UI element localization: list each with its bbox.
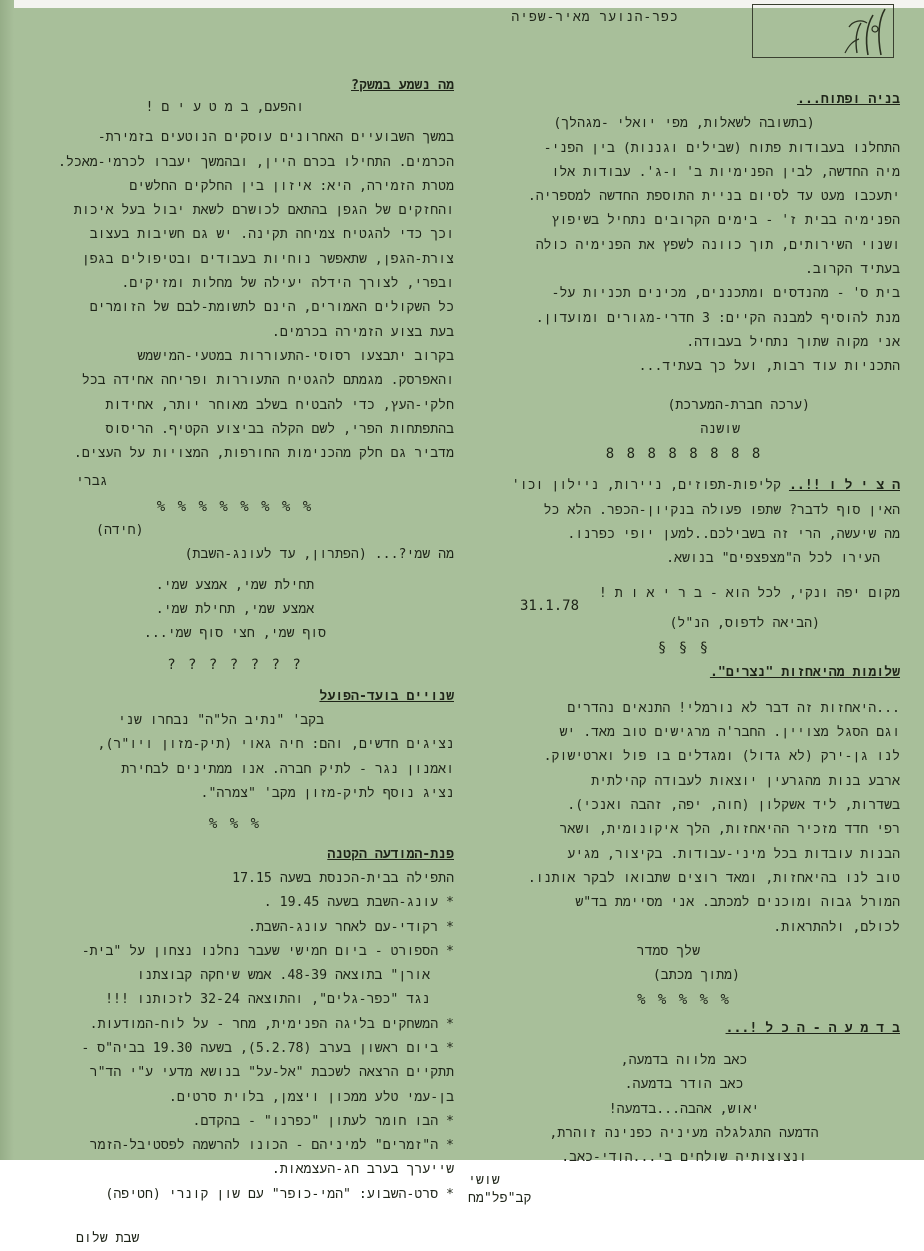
poem-line: כאב הודר בדמעה. xyxy=(624,1077,744,1093)
poem-line: ונצוצותיה שולחים בי...הודי-כאב. xyxy=(561,1150,807,1166)
text-line: בית ס' - מהנדסים ומתכננים, מכינים תכניות על- xyxy=(551,286,900,302)
notice-line: * הספורט - ביום חמישי שעבר נחלנו נצחון על "בית- xyxy=(81,943,454,959)
text-line: כל השקולים האמורים, הינם לתשומת-לבם של הזומרים xyxy=(89,300,454,316)
date: 31.1.78 xyxy=(520,598,580,614)
closing: שבת שלום xyxy=(76,1231,140,1247)
signature-class: קב"פל"מח xyxy=(468,1191,532,1207)
text-line: וכך כדי להגטיח צמיחה תקינה. יש גם חשיבות בעצוב xyxy=(89,227,454,243)
text-line: הכרמים. התחילו בכרם היין, ובהמשך יעברו לכרמי-מאכל. xyxy=(58,154,454,170)
credit: (מתוך מכתב) xyxy=(652,968,740,984)
text-line: רפי חדד מזכיר ההיאחזות, הלך איקונומית, ושאר xyxy=(559,822,900,838)
credit: (ערכה חברת-המערכת) xyxy=(667,397,810,413)
text-line: הפנימיה בבית ז' - בימים הקרובים נתחיל בשיפוץ xyxy=(551,213,900,229)
signature: שושנה xyxy=(700,421,740,437)
poem-line: הדמעה התגלגלה מעיניה כפנינה זוהרת, xyxy=(549,1125,819,1141)
credit: (הביאה לדפוס, הנ"ל) xyxy=(669,615,820,631)
notice-line: * סרט-השבוע: "המי-כופר" עם שון קונרי (חטיפה) xyxy=(105,1186,454,1202)
notice-line: * עונג-השבת בשעה 19.45 . xyxy=(263,895,454,911)
text-line: לכולם, ולהתראות. xyxy=(773,919,900,935)
text-line: והאפרסק. מגמתם להגטיח התעוררות ופריחה אחידה בכל xyxy=(81,373,454,389)
text-line: בהתפתחות הפרי, לשם הקלה בביצוע הקטיף. הריסוס xyxy=(105,421,454,437)
left-column xyxy=(16,74,454,1251)
right-column xyxy=(468,88,900,1208)
riddle-label: (חידה) xyxy=(96,523,144,539)
title-continuation: קליפות-תפוזים, ניירות, ניילון וכו' xyxy=(511,478,782,494)
text-line: ארבע בנות מהגרעין יוצאות לעבודה קהילתית xyxy=(591,773,900,789)
signature: שושי xyxy=(468,1173,500,1189)
text-line: (בתשובה לשאלות, מפי יואלי -מגהלך) xyxy=(553,116,815,132)
ornament: ? ? ? ? ? ? ? xyxy=(167,656,303,673)
text-line: מטרת הזמירה, היא: איזון בין החלקים החלשים xyxy=(129,178,454,194)
text-line: הבנות עובדות בכל מיני-עבודות. בקיצור, מגיע xyxy=(567,846,900,862)
section-title-cleanliness: ה צ י ל ו !!.. xyxy=(788,478,900,494)
text-line: המורל גבוה ומוכנים למכתב. אני מסיימת בד"ש xyxy=(575,895,900,911)
text-line: יתעכבו מעט עד לסיום בניית התוספת החדשה למספריה. xyxy=(527,189,900,205)
notice-line: שייערך בערב חג-העצמאות. xyxy=(271,1162,454,1178)
notice-line: * רקודי-עם לאחר עונג-השבת. xyxy=(248,919,454,935)
text-line: מדביר גם חלק מהכנימות החורפות, המצויות על העצים. xyxy=(73,446,454,462)
text-line: בעת בצוע הזמירה בכרמים. xyxy=(271,324,454,340)
text-line: ושנוי השירותים, תוך כוונה לשפץ את הפנימיה כולה xyxy=(535,237,900,253)
text-line: וגם הסגל מצויין. החבר'ה מרגישים טוב מאד. יש xyxy=(559,725,900,741)
text-line: לנו גן-ירק (לא גדול) ומגדלים בו פול וארטישוק. xyxy=(543,749,900,765)
notice-line: * הבו חומר לעתון "כפרנו" - בהקדם. xyxy=(192,1113,454,1129)
text-line: נציגים חדשים, והם: חיה גאוי (תיק-מזון ויו"ר), xyxy=(97,737,454,753)
text-line: בעתיד הקרוב. xyxy=(804,262,900,278)
text-line: מיה החדשה, לבין הפנימיות ב' ו-ג'. עבודות אלו xyxy=(551,164,900,180)
text-line: ...היאחזות זה דבר לא נורמלי! התנאים נהדרים xyxy=(567,700,900,716)
section-title-building: בניה ופתוח... xyxy=(797,92,900,107)
poem-line: יאוש, אהבה...בדמעה! xyxy=(608,1101,760,1117)
text-line: האין סוף לדבר? שתפו פעולה בנקיון-הכפר. הלא כל xyxy=(543,502,900,518)
notice-line: אורן" בתוצאה 48-39. אמש שיחקה קבוצתנו xyxy=(136,968,430,984)
text-line: העירו לכל ה"מצפצפים" בנושא. xyxy=(666,551,880,567)
text-line: התחלנו בעבודות פתוח (שבילים וגננות) בין הפני- xyxy=(543,140,900,156)
text-line: חלקי-העץ, כדי להבטיח בשלב מאוחר יותר, אחידות xyxy=(105,397,454,413)
notice-line: בן-עמי טלע ממכון ויצמן, בלוית סרטים. xyxy=(168,1089,454,1105)
text-line: בשדרות, ליד אשקלון (חוה, יפה, זהבה ואנכי). xyxy=(567,798,900,814)
riddle-line: סוף שמי, חצי סוף שמי... xyxy=(143,626,327,642)
notice-line: התפילה בבית-הכנסת בשעה 17.15 xyxy=(232,870,454,886)
notice-line: * ה"זמרים" למיניהם - הכונו להרשמה לפסטיבל-הזמר xyxy=(89,1138,454,1154)
page-edge xyxy=(0,0,14,1160)
text-line: מה שיעשה, הרי זה בשבילכם..למען יופי כפרנו. xyxy=(567,527,900,543)
notice-line: * ביום ראשון בערב (5.2.78), בשעה 19.30 בביה"ס - xyxy=(81,1040,454,1056)
riddle-question: מה שמי?... (הפתרון, עד לעונג-השבת) xyxy=(184,547,454,563)
notice-line: תתקיים הרצאה לשכבת "אל-על" בנושא מדעי ע"י הד"ר xyxy=(89,1065,454,1081)
ornament: 8 8 8 8 8 8 8 8 xyxy=(605,446,763,463)
section-title-farm: מה נשמע במשק? xyxy=(351,78,454,93)
masthead: כפר-הנוער מאיר-שפיה xyxy=(511,10,679,25)
signature: שלך סמדר xyxy=(636,943,700,959)
ornament: % % % xyxy=(208,816,262,833)
text-line: ואמנון נגר - לתיק חברה. אנו ממתינים לבחירת xyxy=(121,761,454,777)
text-line: טוב לנו בהיאחזות, ומאד רוצים שתבואו לבקר אותנו. xyxy=(527,870,900,886)
ornament: § § § xyxy=(657,640,711,657)
notice-line: * המשחקים בליגה הפנימית, מחר - על לוח-המודעות. xyxy=(89,1016,454,1032)
text-line: ובפרי, לצורך הידלה יעילה של מחלות ומזיקים. xyxy=(121,276,454,292)
text-line: מנת להוסיף למבנה הקיים: 3 חדרי-מגורים ומועדון. xyxy=(535,310,900,326)
text-line: התכניות עוד רבות, ועל כך בעתיד... xyxy=(638,359,900,375)
text-line: נציג נוסף לתיק-מזון מקב' "צמרה". xyxy=(200,786,454,802)
text-line: במשך השבועיים האחרונים עוסקים הנוטעים בזמירת- xyxy=(97,130,454,146)
ornament: % % % % % xyxy=(637,992,731,1009)
text-line: בקב' "נתיב הל"ה" נבחרו שני xyxy=(118,713,324,729)
riddle-line: תחילת שמי, אמצע שמי. xyxy=(155,577,315,593)
section-title-committee: שנויים בועד-הפועל xyxy=(319,688,454,704)
riddle-line: אמצע שמי, תחילת שמי. xyxy=(155,601,315,617)
motto: מקום יפה ונקי, לכל הוא - ב ר י א ו ת ! xyxy=(598,585,900,601)
text-line: אני מקוה שתוך נתחיל בעבודה. xyxy=(686,334,900,350)
text-line: והחזקים של הגפן בהתאם לכושרם לשאת יבול בעל איכות xyxy=(73,203,454,219)
ornament: % % % % % % % % xyxy=(156,498,314,515)
signature: גברי xyxy=(76,474,108,490)
subtitle: והפעם, ב מ ט ע י ם ! xyxy=(145,100,304,116)
section-title-greetings: שלומות מהיאחזות "נצרים". xyxy=(709,664,900,680)
poem-line: כאב מלווה בדמעה, xyxy=(620,1052,748,1068)
notice-line: נגד "כפר-גלים", והתוצאה 32-24 לזכותנו !!! xyxy=(105,992,430,1008)
text-line: בקרוב יתבצעו רסוסי-התעוררות במטעי-המישמש xyxy=(137,348,454,364)
text-line: צורת-הגפן, שתאפשר נוחיות בעבודים ובטיפולים בגפן xyxy=(81,251,454,267)
section-title-tear: ב ד מ ע ה - ה כ ל !... xyxy=(725,1020,900,1036)
logo-drawing-icon xyxy=(752,4,894,58)
section-title-notices: פנת-המודעה הקטנה xyxy=(327,846,454,862)
